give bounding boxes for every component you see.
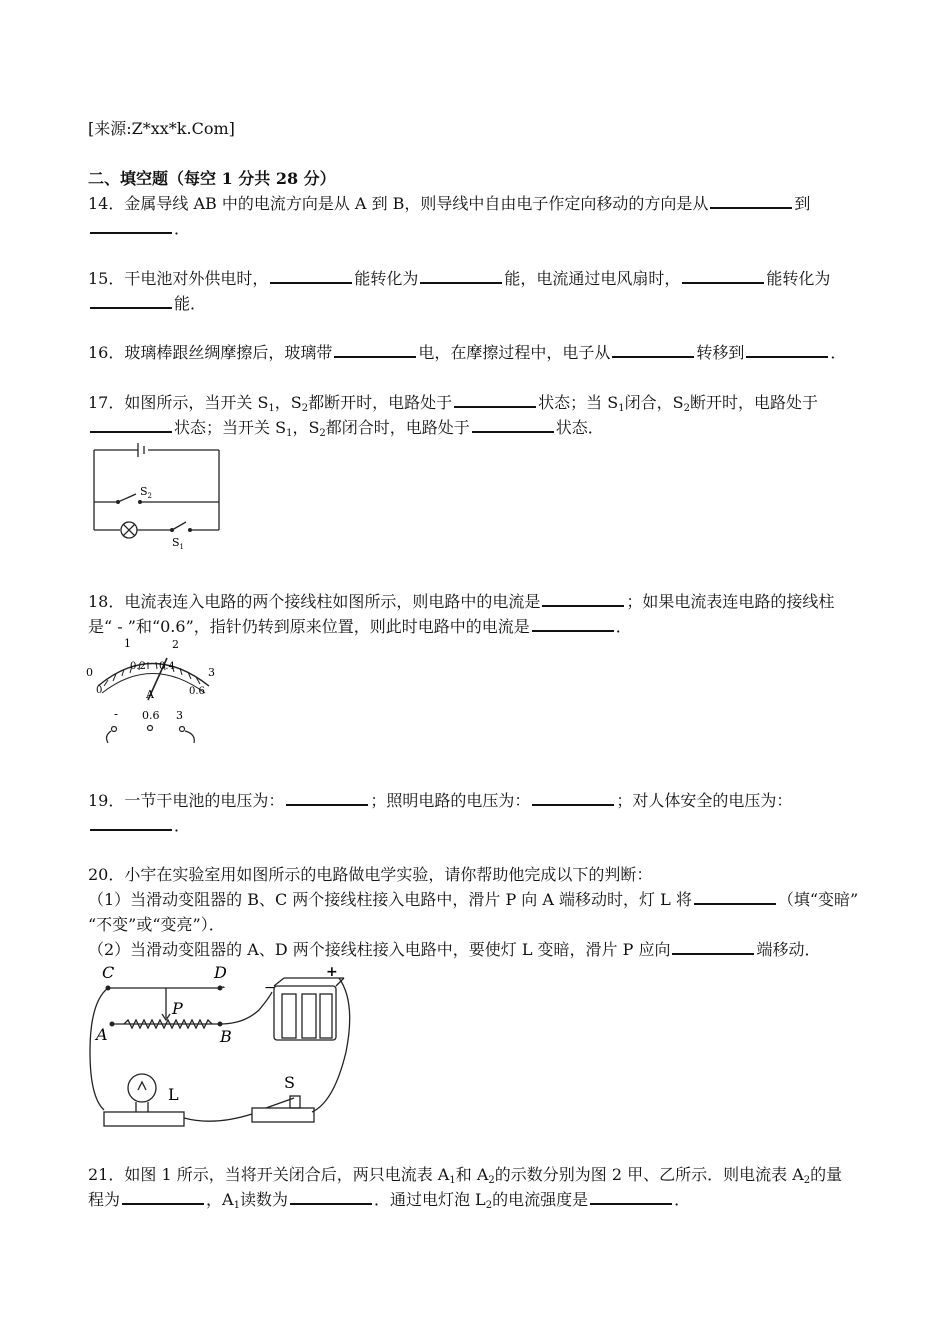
q16-text-d: ． <box>830 343 847 362</box>
label-a: A <box>96 1025 108 1044</box>
q21-sub: 1 <box>233 1200 240 1211</box>
fig-label-s1: $S_1$ <box>172 536 185 551</box>
dial-bottom-0-6: 0.6 <box>189 686 205 697</box>
q21-text-b: 和 A <box>455 1165 489 1184</box>
q15-blank-4[interactable] <box>90 293 172 309</box>
q19-text-a: 19．一节干电池的电压为： <box>88 791 285 810</box>
q21-text-j: ． <box>674 1190 691 1209</box>
q21-text-a: 21．如图 1 所示，当将开关闭合后，两只电流表 A <box>88 1165 450 1184</box>
question-15-line-1 <box>88 267 830 291</box>
q18-text-d: ． <box>615 617 632 636</box>
q21-sub: 2 <box>485 1200 493 1211</box>
q14-blank-2[interactable] <box>90 218 172 234</box>
q19-blank-3[interactable] <box>90 815 172 831</box>
q20-text-b: （填“变暗” <box>777 890 859 909</box>
q21-blank-1[interactable] <box>122 1189 204 1205</box>
dial-bottom-0-2: 0.2 <box>130 661 146 672</box>
q19-text-c: ；对人体安全的电压为： <box>616 791 793 810</box>
dial-bottom-0: 0 <box>96 685 103 696</box>
dial-unit-a: A <box>146 688 154 701</box>
q17-sub: 1 <box>286 428 293 439</box>
dial-top-1: 1 <box>124 637 131 650</box>
q19-blank-2[interactable] <box>532 790 614 806</box>
question-20-line-4 <box>88 938 821 962</box>
q16-text-a: 16．玻璃棒跟丝绸摩擦后，玻璃带 <box>88 343 333 362</box>
q17-text-d: 状态；当 S <box>538 393 619 412</box>
question-20-line-3: “不变”或“变亮”）． <box>88 915 225 934</box>
q17-sub: 2 <box>683 403 690 414</box>
q17-text-c: 都断开时，电路处于 <box>308 393 453 412</box>
q21-sub: 2 <box>803 1175 811 1186</box>
label-d: D <box>214 963 227 982</box>
label-s: S <box>284 1073 295 1092</box>
fig-label-s2: $S_2$ <box>140 485 153 500</box>
switch-base <box>252 1108 314 1122</box>
question-14-line-2 <box>88 217 190 241</box>
q14-text-b: 到 <box>794 194 811 213</box>
label-plus: + <box>326 964 338 980</box>
q17-text-j: 状态． <box>555 418 604 437</box>
lamp-base <box>104 1112 184 1126</box>
dial-top-2: 2 <box>172 638 179 651</box>
question-19-line-1 <box>88 789 792 813</box>
q18-blank-2[interactable] <box>532 616 614 632</box>
q17-text-f: 断开时，电路处于 <box>689 393 818 412</box>
q21-sub: 2 <box>488 1175 495 1186</box>
q15-blank-3[interactable] <box>682 268 764 284</box>
source-note: [来源:Z*xx*k.Com] <box>88 119 235 138</box>
q14-text-c: ． <box>174 219 191 238</box>
q14-blank-1[interactable] <box>710 193 792 209</box>
q21-text-c: 的示数分别为图 2 甲、乙所示．则电流表 A <box>494 1165 804 1184</box>
label-c: C <box>102 963 115 982</box>
wire-lamp-to-switch <box>184 1114 252 1121</box>
terminal-label-minus: - <box>114 707 119 721</box>
q17-blank-3[interactable] <box>472 417 554 433</box>
q16-blank-2[interactable] <box>612 342 694 358</box>
wire-c-to-lamp <box>90 988 108 1110</box>
q17-sub: 1 <box>618 403 625 414</box>
q18-text-c: 是“ - ”和“0.6”，指针仍转到原来位置，则此时电路中的电流是 <box>88 617 530 636</box>
q20-text-d: 端移动． <box>756 940 821 959</box>
q16-blank-3[interactable] <box>746 342 828 358</box>
terminal-label-3: 3 <box>176 709 183 722</box>
q17-text-e: 闭合，S <box>624 393 684 412</box>
q20-text-a: （1）当滑动变阻器的 B、C 两个接线柱接入电路中，滑片 P 向 A 端移动时，灯 L 将 <box>88 890 692 909</box>
bulb-icon <box>128 1074 156 1102</box>
switch-s2-blade <box>118 494 136 502</box>
q15-text-c: 能，电流通过电风扇时， <box>504 269 681 288</box>
q18-blank-1[interactable] <box>542 591 624 607</box>
q21-blank-2[interactable] <box>290 1189 372 1205</box>
q20-blank-1[interactable] <box>694 889 776 905</box>
q21-text-f: ，A <box>206 1190 234 1209</box>
label-l: L <box>168 1085 179 1104</box>
q21-text-e: 程为 <box>88 1190 121 1209</box>
q14-text-a: 14．金属导线 AB 中的电流方向是从 A 到 B，则导线中自由电子作定向移动的方向是从 <box>88 194 709 213</box>
q20-blank-2[interactable] <box>672 939 754 955</box>
label-b: B <box>220 1027 232 1046</box>
q21-text-g: 读数为 <box>239 1190 288 1209</box>
label-minus: − <box>264 980 276 996</box>
q21-blank-3[interactable] <box>590 1189 672 1205</box>
q15-blank-1[interactable] <box>270 268 352 284</box>
q20-rheostat-circuit <box>84 962 354 1137</box>
question-18-line-1 <box>88 590 834 614</box>
question-15-line-2 <box>88 292 206 316</box>
section-title: 二、填空题（每空 1 分共 28 分） <box>88 169 336 188</box>
question-21-line-2 <box>88 1188 690 1218</box>
q17-sub: 2 <box>319 428 326 439</box>
q15-text-a: 15．干电池对外供电时， <box>88 269 269 288</box>
q17-text-i: 都闭合时，电路处于 <box>325 418 470 437</box>
q19-text-b: ；照明电路的电压为： <box>370 791 531 810</box>
dial-bottom-0-4: 0.4 <box>159 661 175 672</box>
question-19-line-2 <box>88 814 190 838</box>
q16-text-c: 转移到 <box>696 343 745 362</box>
q19-text-d: ． <box>174 816 191 835</box>
q20-text-c: （2）当滑动变阻器的 A、D 两个接线柱接入电路中，要使灯 L 变暗，滑片 P 应向 <box>88 940 671 959</box>
q16-blank-1[interactable] <box>334 342 416 358</box>
question-14-line-1 <box>88 192 810 216</box>
q17-sub: 1 <box>268 403 275 414</box>
q17-text-h: ，S <box>292 418 320 437</box>
switch-s1-blade <box>172 522 186 530</box>
q18-ammeter-dial <box>84 636 219 746</box>
q21-text-h: ．通过电灯泡 L <box>373 1190 486 1209</box>
wire-b-to-battery <box>220 992 272 1024</box>
q18-text-a: 18．电流表连入电路的两个接线柱如图所示，则电路中的电流是 <box>88 592 541 611</box>
dial-top-3: 3 <box>208 666 215 679</box>
q15-text-e: 能． <box>174 294 207 313</box>
q16-text-b: 电，在摩擦过程中，电子从 <box>418 343 611 362</box>
terminal-label-0-6: 0.6 <box>142 709 160 722</box>
q17-text-b: ，S <box>274 393 302 412</box>
q18-text-b: ；如果电流表连电路的接线柱 <box>626 592 835 611</box>
q15-text-d: 能转化为 <box>766 269 831 288</box>
q21-sub: 1 <box>449 1175 456 1186</box>
q17-circuit-diagram <box>86 440 226 555</box>
q21-text-i: 的电流强度是 <box>492 1190 589 1209</box>
q15-text-b: 能转化为 <box>354 269 419 288</box>
q15-blank-2[interactable] <box>420 268 502 284</box>
question-20-line-1: 20．小宇在实验室用如图所示的电路做电学实验，请你帮助他完成以下的判断： <box>88 865 653 884</box>
wire-battery-to-switch <box>312 978 350 1112</box>
q17-blank-1[interactable] <box>454 392 536 408</box>
q17-blank-2[interactable] <box>90 417 172 433</box>
question-20-line-2 <box>88 888 858 912</box>
q17-text-g: 状态；当开关 S <box>174 418 287 437</box>
dial-top-0: 0 <box>86 666 93 679</box>
q17-sub: 2 <box>301 403 309 414</box>
q21-text-d: 的量 <box>810 1165 843 1184</box>
q17-text-a: 17．如图所示，当开关 S <box>88 393 269 412</box>
label-p: P <box>172 999 183 1018</box>
q19-blank-1[interactable] <box>286 790 368 806</box>
question-16 <box>88 341 846 365</box>
